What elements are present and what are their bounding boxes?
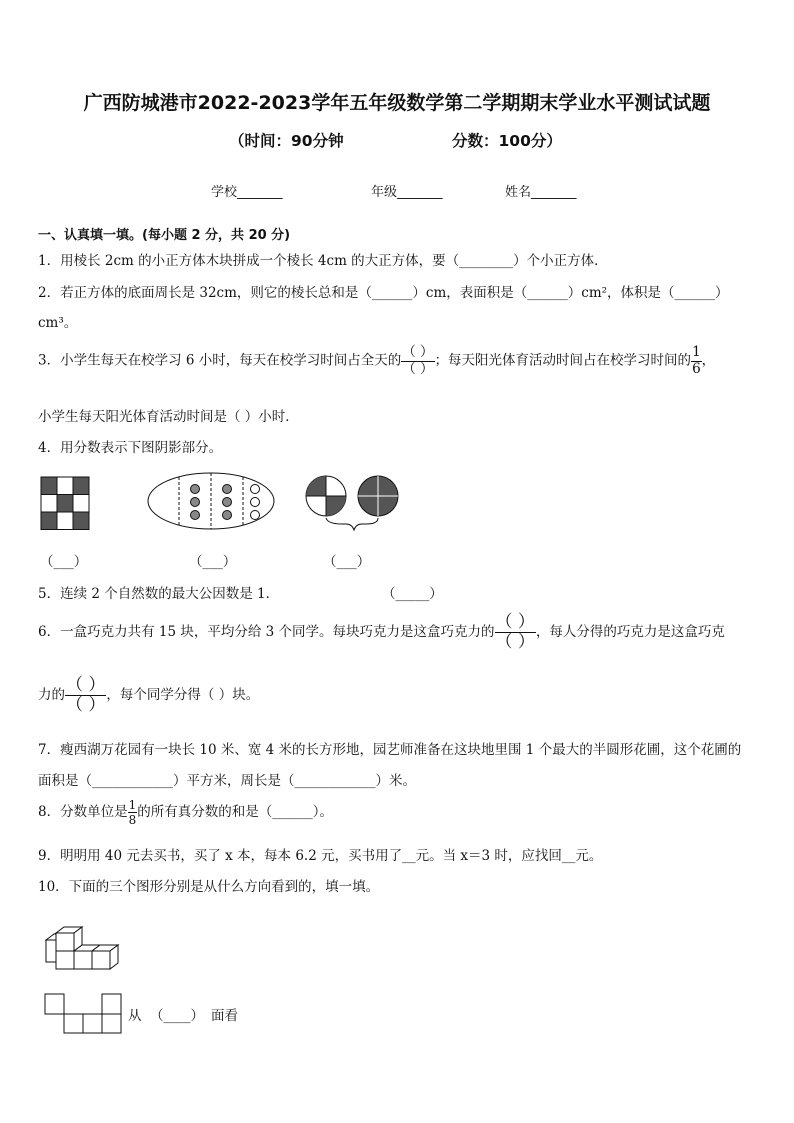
q6-fraction-blank-1[interactable]: $\frac{( )}{( )}$: [495, 612, 535, 652]
grid-cell: [41, 495, 57, 513]
grid-cell: [73, 512, 89, 530]
q6-text-c: 力的: [38, 687, 65, 703]
grid-cell: [57, 495, 73, 513]
question-6-line1: [38, 614, 725, 651]
grid-cell: [57, 477, 73, 495]
q4-circles-figure: [302, 472, 402, 532]
q6-text-d: ，每个同学分得（ ）块。: [106, 687, 260, 703]
q10-view-prefix: 从: [128, 1008, 142, 1024]
question-6-line2: [38, 677, 259, 714]
grid-cell: [41, 477, 57, 495]
filled-dot: [223, 511, 232, 520]
question-5: 5．连续 2 个自然数的最大公因数是 1．: [38, 586, 280, 602]
question-7-line2: 面积是（____________）平方米，周长是（____________）米。: [38, 773, 416, 789]
question-1: 1．用棱长 2cm 的小正方体木块拼成一个棱长 4cm 的大正方体，要（________）个小正方体．: [38, 253, 608, 269]
q10-view-figure: [44, 993, 126, 1035]
filled-dot: [191, 511, 200, 520]
q10-cubes-figure: [42, 924, 132, 974]
grid-cell: [57, 512, 73, 530]
q4-answer-1[interactable]: （___）: [40, 554, 88, 570]
q4-grid-figure: [40, 476, 90, 530]
name-field[interactable]: 姓名_______: [505, 185, 577, 200]
question-3-line2: 小学生每天阳光体育活动时间是（ ）小时．: [38, 409, 299, 425]
q4-answer-3[interactable]: （___）: [323, 554, 371, 570]
section-heading: 一、认真填一填。(每小题 2 分，共 20 分): [38, 228, 291, 243]
q3-text-b: ；每天阳光体育活动时间占在校学习时间的: [434, 352, 692, 369]
q5-answer-blank[interactable]: （_____）: [382, 586, 443, 602]
empty-dot: [251, 498, 260, 507]
page-title: 广西防城港市2022-2023学年五年级数学第二学期期末学业水平测试试题: [83, 92, 711, 114]
grid-cell: [73, 495, 89, 513]
q3-text-c: ，: [701, 352, 716, 369]
filled-dot: [191, 498, 200, 507]
q8-fraction-one-eighth: $\frac{1}{8}$: [128, 798, 137, 827]
q6-text-b: ，每人分得的巧克力是这盒巧克: [535, 624, 725, 640]
question-8: [38, 799, 333, 826]
question-3-line1: [38, 346, 715, 376]
q10-view-answer-blank[interactable]: （____）: [150, 1008, 204, 1024]
question-2-line1: 2．若正方体的底面周长是 32cm，则它的棱长总和是（______）cm，表面积是（______）cm²，体积是（______）: [38, 285, 729, 301]
filled-dot: [223, 485, 232, 494]
grid-cell: [41, 512, 57, 530]
q3-fraction-one-sixth: $\frac{1}{6}$: [692, 344, 701, 377]
question-4: 4．用分数表示下图阴影部分。: [38, 440, 223, 456]
q8-text-b: 的所有真分数的和是（______）。: [137, 804, 333, 820]
q6-text-a: 6．一盒巧克力共有 15 块，平均分给 3 个同学。每块巧克力是这盒巧克力的: [38, 624, 495, 640]
question-2-line2: cm³。: [38, 315, 78, 331]
q3-fraction-blank[interactable]: $\frac{( )}{( )}$: [402, 344, 434, 377]
question-10: 10．下面的三个图形分别是从什么方向看到的，填一填。: [38, 879, 380, 895]
exam-score: 分数：100分）: [452, 132, 562, 150]
q8-text-a: 8．分数单位是: [38, 804, 128, 820]
q10-view-suffix: 面看: [211, 1008, 238, 1024]
grid-cell: [73, 477, 89, 495]
question-7-line1: 7．瘦西湖万花园有一块长 10 米、宽 4 米的长方形地，园艺师准备在这块地里围 1 个最大的半圆形花圃，这个花圃的: [38, 742, 742, 758]
q4-answer-2[interactable]: （___）: [189, 554, 237, 570]
empty-dot: [251, 511, 260, 520]
q3-text-a: 3．小学生每天在校学习 6 小时，每天在校学习时间占全天的: [38, 352, 402, 369]
q4-oval-dots-figure: [146, 471, 276, 531]
school-field[interactable]: 学校_______: [211, 185, 283, 200]
q6-fraction-blank-2[interactable]: $\frac{( )}{( )}$: [66, 675, 106, 715]
filled-dot: [223, 498, 232, 507]
exam-time: （时间：90分钟: [229, 132, 344, 150]
question-9: 9．明明用 40 元去买书，买了 x 本，每本 6.2 元，买书用了__元。当 x＝3 时，应找回__元。: [38, 848, 603, 864]
empty-dot: [251, 485, 260, 494]
grade-field[interactable]: 年级_______: [371, 185, 443, 200]
filled-dot: [191, 485, 200, 494]
